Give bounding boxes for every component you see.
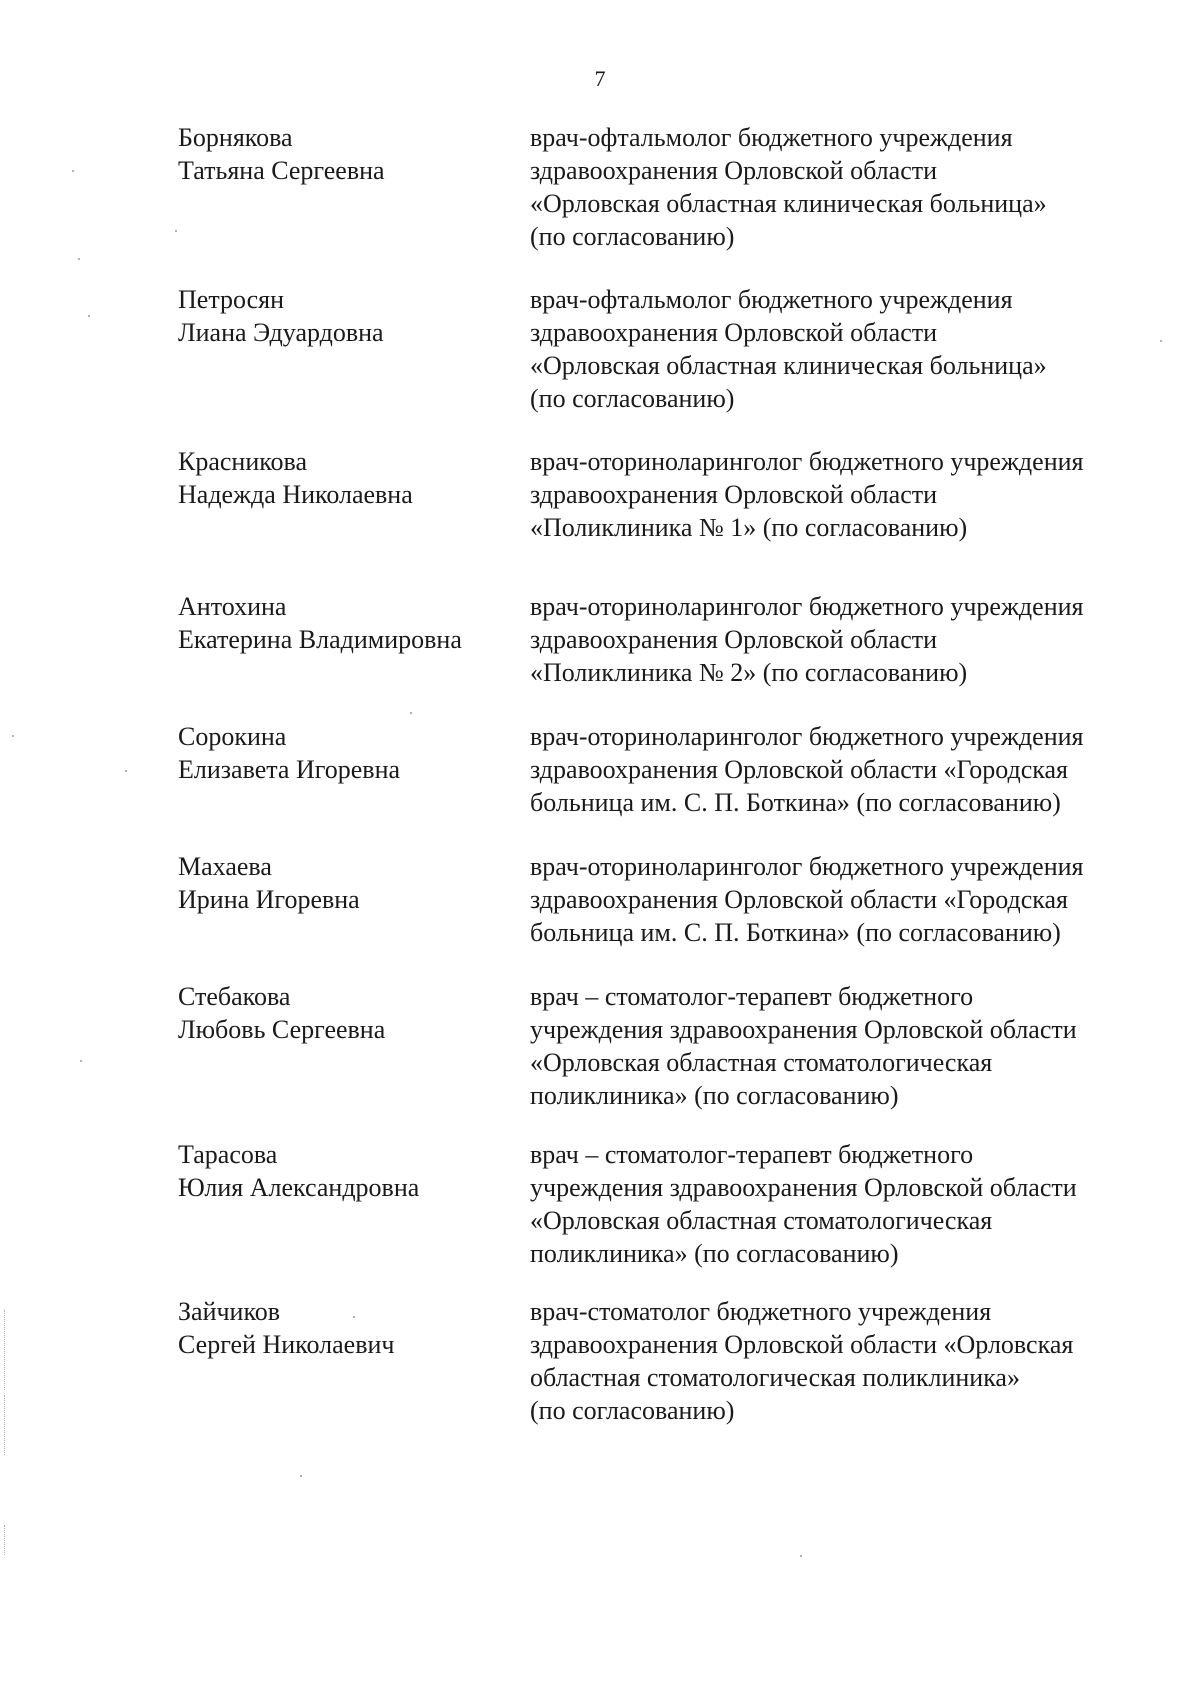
position-line: врач-оториноларинголог бюджетного учреждения xyxy=(530,447,1084,476)
position-line: областная стоматологическая поликлиника» xyxy=(530,1363,1020,1392)
member-position xyxy=(530,121,1150,253)
member-position xyxy=(530,445,1150,544)
member-name xyxy=(178,445,498,511)
position-line: (по согласованию) xyxy=(530,1396,735,1425)
member-name xyxy=(178,590,498,656)
scan-edge-marks xyxy=(4,1395,6,1455)
scan-edge-marks xyxy=(4,1525,6,1555)
position-line: «Орловская областная клиническая больница» xyxy=(530,351,1047,380)
member-surname: Махаева xyxy=(178,852,272,881)
member-given-names: Елизавета Игоревна xyxy=(178,755,401,784)
position-line: (по согласованию) xyxy=(530,384,735,413)
position-line: учреждения здравоохранения Орловской области xyxy=(530,1015,1077,1044)
scan-speck xyxy=(410,712,412,714)
member-surname: Стебакова xyxy=(178,982,291,1011)
position-line: врач – стоматолог-терапевт бюджетного xyxy=(530,1140,974,1169)
position-line: «Поликлиника № 2» (по согласованию) xyxy=(530,658,968,687)
member-position xyxy=(530,1138,1150,1270)
scan-speck xyxy=(800,1555,802,1557)
member-position xyxy=(530,283,1150,415)
member-surname: Зайчиков xyxy=(178,1297,281,1326)
position-line: «Орловская областная клиническая больница» xyxy=(530,189,1047,218)
position-line: здравоохранения Орловской области xyxy=(530,156,938,185)
page-number: 7 xyxy=(594,66,606,91)
position-line: больница им. С. П. Боткина» (по согласованию) xyxy=(530,788,1061,817)
member-surname: Борнякова xyxy=(178,123,293,152)
member-surname: Тарасова xyxy=(178,1140,278,1169)
scan-speck xyxy=(88,315,90,317)
member-name xyxy=(178,850,498,916)
member-surname: Сорокина xyxy=(178,722,287,751)
member-surname: Красникова xyxy=(178,447,308,476)
scan-speck xyxy=(300,1475,302,1477)
member-name xyxy=(178,980,498,1046)
position-line: здравоохранения Орловской области «Городская xyxy=(530,755,1069,784)
member-given-names: Сергей Николаевич xyxy=(178,1330,395,1359)
member-given-names: Татьяна Сергеевна xyxy=(178,156,385,185)
member-surname: Антохина xyxy=(178,592,287,621)
position-line: «Поликлиника № 1» (по согласованию) xyxy=(530,513,968,542)
member-position xyxy=(530,720,1150,819)
member-given-names: Надежда Николаевна xyxy=(178,480,413,509)
member-name xyxy=(178,121,498,187)
member-name xyxy=(178,1295,498,1361)
position-line: врач-оториноларинголог бюджетного учреждения xyxy=(530,852,1084,881)
position-line: здравоохранения Орловской области xyxy=(530,318,938,347)
position-line: здравоохранения Орловской области xyxy=(530,625,938,654)
scan-speck xyxy=(12,735,14,737)
scan-speck xyxy=(125,770,127,772)
position-line: здравоохранения Орловской области «Городская xyxy=(530,885,1069,914)
member-given-names: Лиана Эдуардовна xyxy=(178,318,384,347)
scan-speck xyxy=(78,258,80,260)
position-line: больница им. С. П. Боткина» (по согласованию) xyxy=(530,918,1061,947)
scan-speck xyxy=(80,1060,82,1062)
position-line: врач – стоматолог-терапевт бюджетного xyxy=(530,982,974,1011)
member-given-names: Екатерина Владимировна xyxy=(178,625,462,654)
scan-speck xyxy=(175,230,177,232)
position-line: «Орловская областная стоматологическая xyxy=(530,1048,993,1077)
member-given-names: Юлия Александровна xyxy=(178,1173,420,1202)
position-line: поликлиника» (по согласованию) xyxy=(530,1081,899,1110)
position-line: врач-оториноларинголог бюджетного учреждения xyxy=(530,592,1084,621)
scan-edge-marks xyxy=(4,1310,6,1390)
member-position xyxy=(530,590,1150,689)
member-position xyxy=(530,850,1150,949)
member-given-names: Ирина Игоревна xyxy=(178,885,360,914)
position-line: поликлиника» (по согласованию) xyxy=(530,1239,899,1268)
position-line: врач-офтальмолог бюджетного учреждения xyxy=(530,285,1013,314)
member-position xyxy=(530,1295,1150,1427)
position-line: здравоохранения Орловской области «Орловская xyxy=(530,1330,1074,1359)
member-name xyxy=(178,283,498,349)
scan-speck xyxy=(1160,340,1162,342)
scan-speck xyxy=(72,170,74,172)
position-line: (по согласованию) xyxy=(530,222,735,251)
position-line: врач-офтальмолог бюджетного учреждения xyxy=(530,123,1013,152)
member-name xyxy=(178,1138,498,1204)
position-line: врач-стоматолог бюджетного учреждения xyxy=(530,1297,992,1326)
position-line: учреждения здравоохранения Орловской области xyxy=(530,1173,1077,1202)
position-line: «Орловская областная стоматологическая xyxy=(530,1206,993,1235)
position-line: врач-оториноларинголог бюджетного учреждения xyxy=(530,722,1084,751)
position-line: здравоохранения Орловской области xyxy=(530,480,938,509)
member-name xyxy=(178,720,498,786)
member-given-names: Любовь Сергеевна xyxy=(178,1015,386,1044)
scan-speck xyxy=(353,1316,355,1318)
member-surname: Петросян xyxy=(178,285,285,314)
member-position xyxy=(530,980,1150,1112)
